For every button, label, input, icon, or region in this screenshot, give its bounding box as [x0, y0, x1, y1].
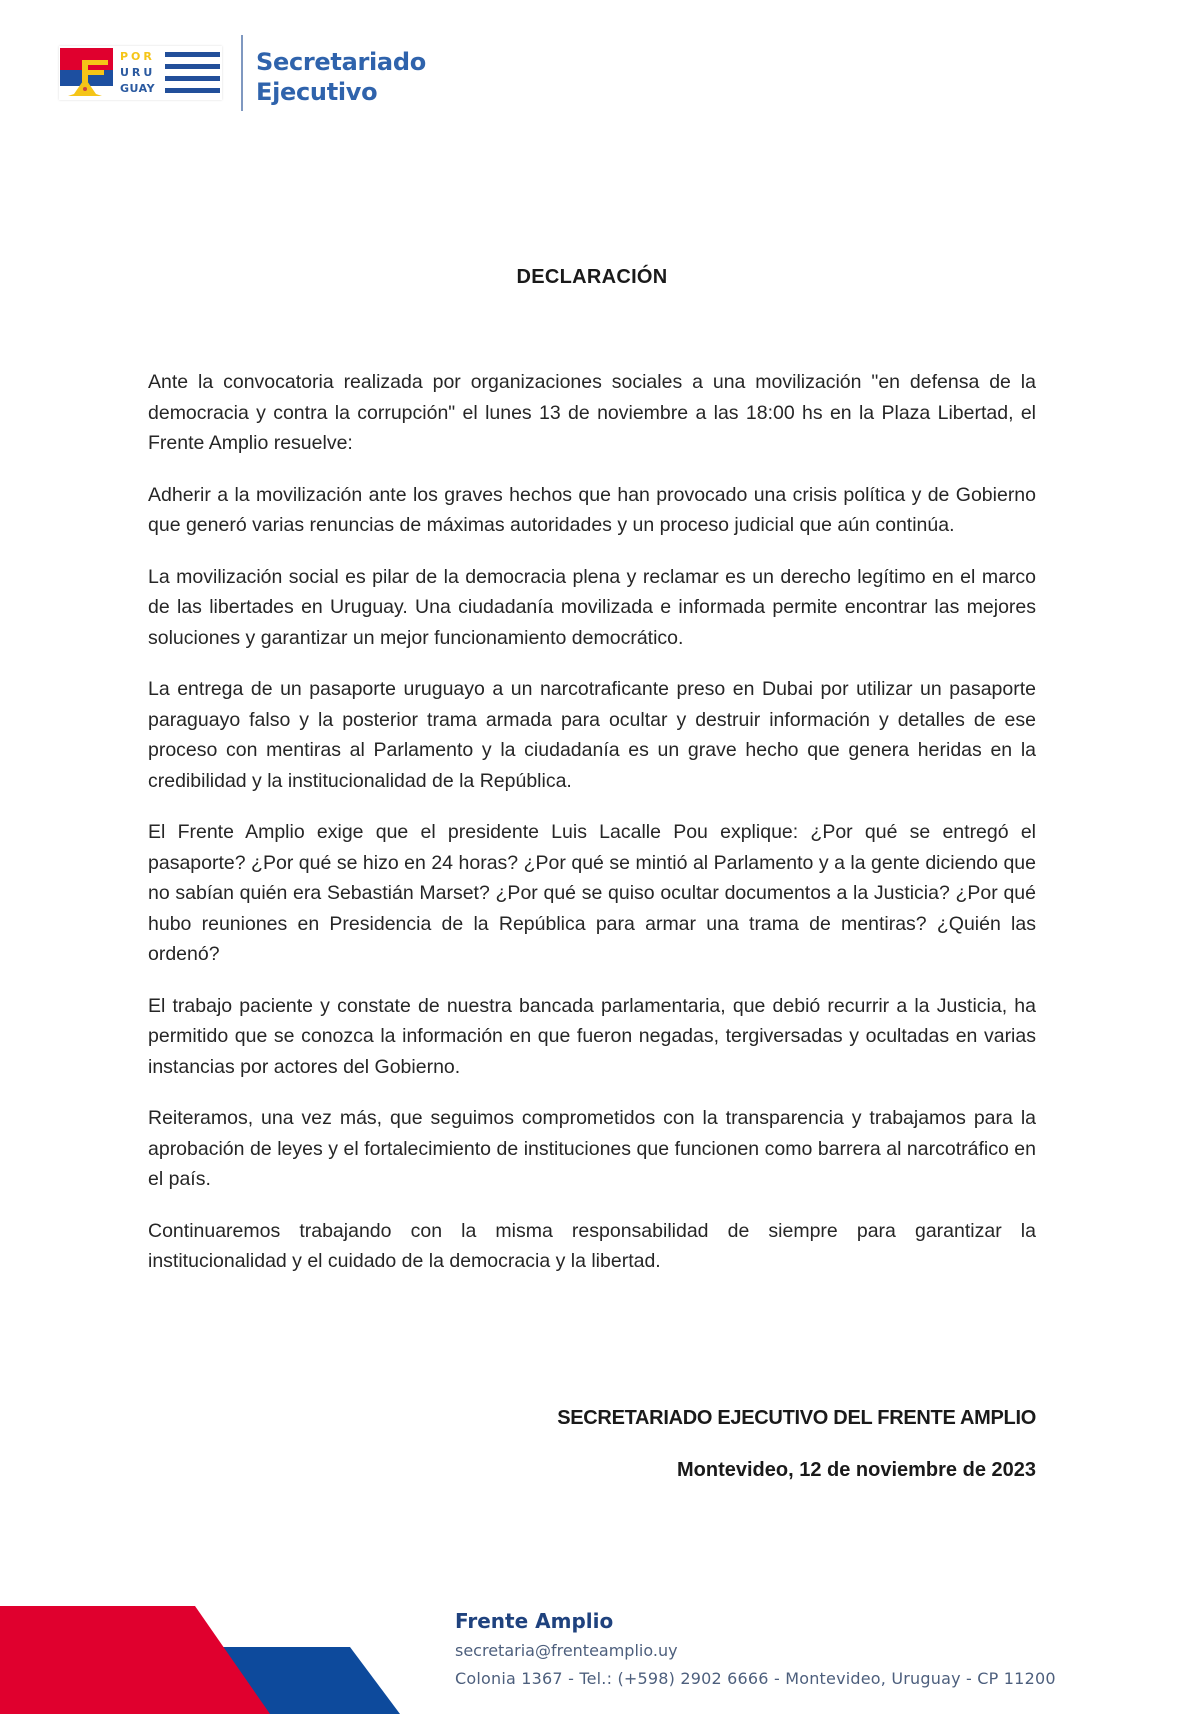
paragraph: Continuaremos trabajando con la misma responsabilidad de siempre para garantizar la institucionalidad y el cuidado de la democracia y la libertad. [148, 1219, 1036, 1272]
paragraph: El Frente Amplio exige que el presidente Luis Lacalle Pou explique: ¿Por qué se entregó el pasaporte? ¿Por qué se hizo en 24 horas? ¿Por qué se mintió al Parlamento y a la gente diciendo que no sabían quién era Sebastián Marset? ¿Por qué se quiso ocultar documentos a la Justicia? ¿Por qué hubo reuniones en Presidencia de la República para armar una trama de mentiras? ¿Quién las ordenó? [148, 821, 1036, 965]
paragraph: La entrega de un pasaporte uruguayo a un narcotraficante preso en Dubai por utilizar un pasaporte paraguayo falso y la posterior trama armada para ocultar y destruir información y detalles de ese proceso con mentiras al Parlamento y la ciudadanía es un grave hecho que genera heridas en la credibilidad y la institucionalidad de la República. [148, 678, 1036, 792]
logo-title-line1: Secretariado [256, 48, 426, 76]
paragraph: El trabajo paciente y constate de nuestra bancada parlamentaria, que debió recurrir a la Justicia, ha permitido que se conozca la información en que fueron negadas, tergiversadas y ocultadas en varias instancias por actores del Gobierno. [148, 994, 1036, 1078]
document-date: Montevideo, 12 de noviembre de 2023 [676, 1459, 1036, 1481]
logo-line-uru: URU [120, 66, 156, 79]
footer-flag-shapes [0, 1600, 420, 1714]
document-title: DECLARACIÓN [516, 266, 668, 288]
frente-amplio-flag-icon [60, 48, 113, 98]
uruguay-stripes-icon [165, 52, 220, 96]
logo-title-line2: Ejecutivo [256, 78, 378, 106]
por-uruguay-logo [59, 46, 222, 100]
por-uruguay-text [120, 49, 164, 97]
logo-line-guay: GUAY [120, 82, 156, 95]
paragraph: Reiteramos, una vez más, que seguimos comprometidos con la transparencia y trabajamos para la aprobación de leyes y el fortalecimiento de instituciones que funcionen como barrera al narcotráfico en el país. [148, 1107, 1036, 1190]
footer-email[interactable]: secretaria@frenteamplio.uy [455, 1641, 678, 1660]
signature: SECRETARIADO EJECUTIVO DEL FRENTE AMPLIO [557, 1407, 1036, 1429]
paragraph: La movilización social es pilar de la democracia plena y reclamar es un derecho legítimo en el marco de las libertades en Uruguay. Una ciudadanía movilizada e informada permite encontrar las mejores soluciones y garantizar un mejor funcionamiento democrático. [148, 565, 1036, 649]
logo-divider [241, 35, 243, 111]
paragraph: Ante la convocatoria realizada por organizaciones sociales a una movilización "en defensa de la democracia y contra la corrupción" el lunes 13 de noviembre a las 18:00 hs en la Plaza Libertad, el Frente Amplio resuelve: [148, 371, 1036, 454]
footer-organization: Frente Amplio [455, 1609, 614, 1633]
footer-address: Colonia 1367 - Tel.: (+598) 2902 6666 - Montevideo, Uruguay - CP 11200 [455, 1669, 1056, 1688]
secretariado-ejecutivo-title [256, 47, 426, 107]
footer-red-shape [0, 1606, 270, 1714]
logo-line-por: POR [120, 50, 155, 63]
paragraph: Adherir a la movilización ante los graves hechos que han provocado una crisis política y de Gobierno que generó varias renuncias de máximas autoridades y un proceso judicial que aún continúa. [148, 483, 1036, 536]
document-body [148, 367, 1036, 1298]
